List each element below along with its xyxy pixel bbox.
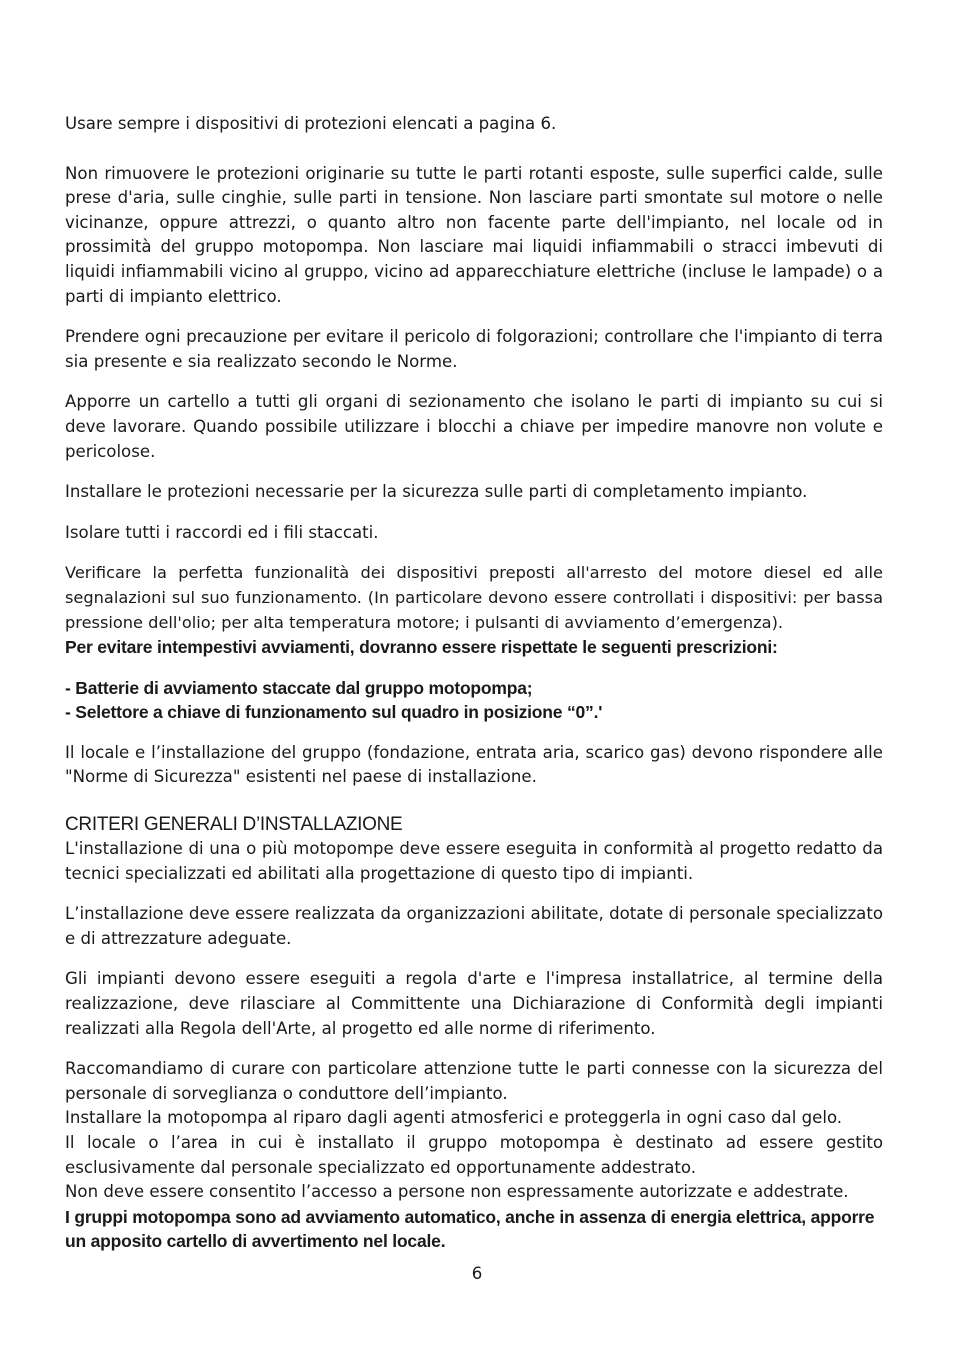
paragraph-access-restriction: Non deve essere consentito l’accesso a persone non espressamente autorizzate e addestrate.: [65, 1182, 849, 1202]
paragraph-installation-organizations: L’installazione deve essere realizzata da organizzazioni abilitate, dotate di personale specializzato e di attrezzature adeguate.: [65, 904, 883, 948]
page-number: 6: [471, 1264, 483, 1283]
paragraph-protection-devices: Usare sempre i dispositivi di protezioni elencati a pagina 6.: [65, 114, 557, 133]
paragraph-verify-devices: Verificare la perfetta funzionalità dei dispositivi preposti all'arresto del motore diesel ed alle segnalazioni sul suo funzionamento. (In particolare devono essere controllati i dispositivi: per bassa pressione dell'olio; per alta temperatura motore; i pulsanti di avviamento d’emergenza).: [65, 563, 883, 632]
paragraph-safety-attention: Raccomandiamo di curare con particolare attenzione tutte le parti connesse con la sicurezza del personale di sorveglianza o conduttore dell’impianto.: [65, 1059, 883, 1103]
section-heading: CRITERI GENERALI D’INSTALLAZIONE: [65, 814, 403, 836]
paragraph-do-not-remove-protections: Non rimuovere le protezioni originarie su tutte le parti rotanti esposte, sulle superfici calde, sulle prese d'aria, sulle cinghie, sulle parti in tensione. Non lasciare parti smontate sul motore o nelle vicinanze, oppure attrezzi, o quanto altro non facente parte dell'impianto, nel locale od in prossimità del gruppo motopompa. Non lasciare mai liquidi infiammabili o stracci imbevuti di liquidi infiammabili vicino al gruppo, vicino ad apparecchiature elettriche (incluse le lampade) o a parti di impianto elettrico.: [65, 163, 883, 306]
paragraph-install-protections: Installare le protezioni necessarie per la sicurezza sulle parti di completamento impianto.: [65, 482, 808, 502]
list-item-batteries: - Batterie di avviamento staccate dal gruppo motopompa;: [65, 677, 533, 698]
document-page: [65, 112, 883, 1254]
paragraph-electrocution: Prendere ogni precauzione per evitare il pericolo di folgorazioni; controllare che l'impianto di terra sia presente e sia realizzato secondo le Norme.: [65, 327, 883, 371]
paragraph-weather-protection: Installare la motopompa al riparo dagli agenti atmosferici e proteggerla in ogni caso dal gelo.: [65, 1108, 843, 1128]
paragraph-installation-project: L'installazione di una o più motopompe deve essere eseguita in conformità al progetto redatto da tecnici specializzati ed abilitati alla progettazione di questo tipo di impianti.: [65, 839, 883, 883]
paragraph-dedicated-area: Il locale o l’area in cui è installato il gruppo motopompa è destinato ad essere gestito esclusivamente dal personale specializzato ed opportunamente addestrato.: [65, 1133, 883, 1177]
paragraph-isolate-fittings: Isolare tutti i raccordi ed i fili staccati.: [65, 522, 379, 542]
paragraph-conformity-declaration: Gli impianti devono essere eseguiti a regola d'arte e l'impresa installatrice, al termine della realizzazione, deve rilasciare al Committente una Dichiarazione di Conformità degli impianti realizzati alla Regola dell'Arte, al progetto ed alle norme di riferimento.: [65, 969, 883, 1038]
paragraph-startup-warning: Per evitare intempestivi avviamenti, dovranno essere rispettate le seguenti prescrizioni:: [65, 637, 778, 658]
paragraph-safety-norms: Il locale e l’installazione del gruppo (fondazione, entrata aria, scarico gas) devono rispondere alle "Norme di Sicurezza" esistenti nel paese di installazione.: [65, 742, 883, 787]
paragraph-warning-sign: Apporre un cartello a tutti gli organi di sezionamento che isolano le parti di impianto su cui si deve lavorare. Quando possibile utilizzare i blocchi a chiave per impedire manovre non volute e pericolose.: [65, 392, 883, 461]
paragraph-automatic-start-warning: I gruppi motopompa sono ad avviamento automatico, anche in assenza di energia elettrica, apporre un apposito cartello di avvertimento nel locale.: [65, 1206, 875, 1252]
list-item-key-selector: - Selettore a chiave di funzionamento sul quadro in posizione “0”.': [65, 702, 603, 723]
